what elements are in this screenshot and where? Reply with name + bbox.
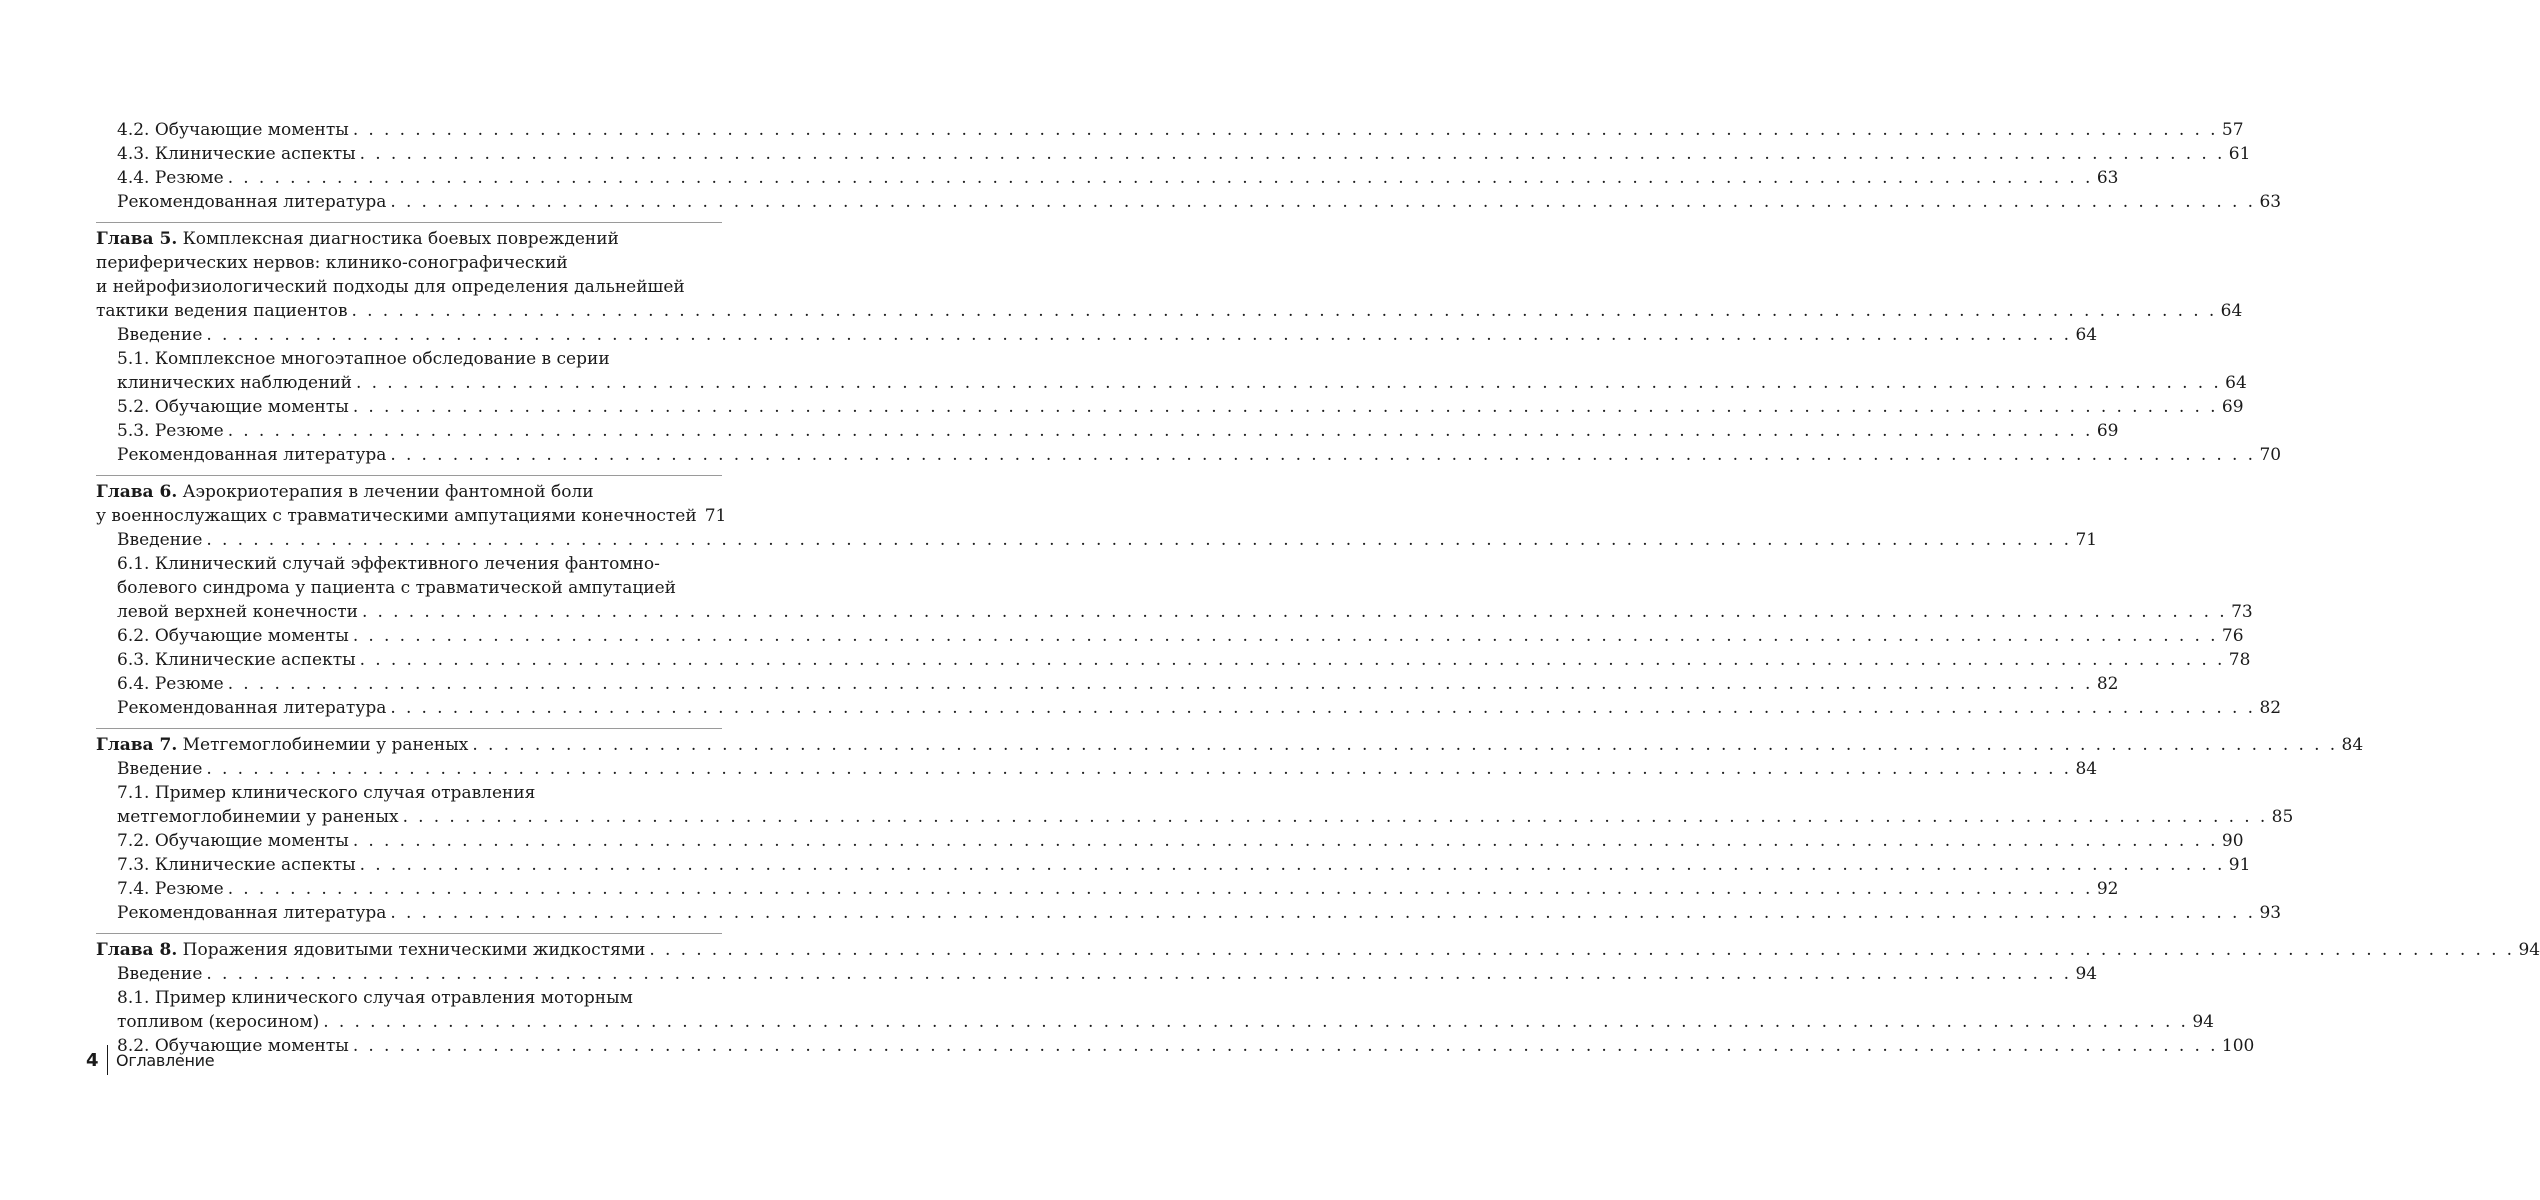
toc-entry — [117, 757, 2098, 781]
toc-page-number: 64 — [2075, 325, 2098, 345]
dot-leader: . . . . . . . . . . . . . . . . . . . . . . . . . . . . . . . . . . . . . . . . . . . . . . . . . . . . . . . . . . . . . . . . . . . . . . . . . . . . . . . . . . . . . . . . . . . . . . . . . . . . . . . . . . . . . . . . . . . . . . . . — [649, 940, 2515, 960]
toc-entry-title: тактики ведения пациентов — [96, 301, 348, 321]
toc-entry-title: левой верхней конечности — [117, 602, 358, 622]
dot-leader: . . . . . . . . . . . . . . . . . . . . . . . . . . . . . . . . . . . . . . . . . . . . . . . . . . . . . . . . . . . . . . . . . . . . . . . . . . . . . . . . . . . . . . . . . . . . . . . . . . . . . . . . . . . . . . . . . . . . . . . . — [206, 759, 2072, 779]
toc-entry — [117, 781, 2294, 829]
toc-page-number: 64 — [2220, 301, 2243, 321]
toc-entry-title: Введение — [117, 530, 203, 550]
toc-entry-title: 5.3. Резюме — [117, 421, 224, 441]
toc-chapter-group — [96, 728, 2364, 925]
toc-entry-title: топливом (керосином) — [117, 1012, 320, 1032]
toc-entry-last-line — [117, 757, 2098, 781]
toc-entry-last-line — [117, 624, 2244, 648]
toc-entry-line: болевого синдрома у пациента с травматической ампутацией — [117, 578, 676, 598]
chapter-label: Глава 5. — [96, 229, 178, 249]
dot-leader: . . . . . . . . . . . . . . . . . . . . . . . . . . . . . . . . . . . . . . . . . . . . . . . . . . . . . . . . . . . . . . . . . . . . . . . . . . . . . . . . . . . . . . . . . . . . . . . . . . . . . . . . . . . . . . . . . . . . . . . . — [227, 421, 2093, 441]
dot-leader: . . . . . . . . . . . . . . . . . . . . . . . . . . . . . . . . . . . . . . . . . . . . . . . . . . . . . . . . . . . . . . . . . . . . . . . . . . . . . . . . . . . . . . . . . . . . . . . . . . . . . . . . . . . . . . . . . . . . . . . . — [356, 373, 2222, 393]
chapter-label: Глава 7. — [96, 735, 178, 755]
toc-entry — [117, 190, 2282, 214]
toc-entry-title: метгемоглобинемии у раненых — [117, 807, 399, 827]
toc-entry — [117, 528, 2098, 552]
toc-page-number: 82 — [2096, 674, 2119, 694]
toc-entry-last-line — [117, 901, 2282, 925]
toc-entry — [117, 624, 2244, 648]
toc-entry — [117, 166, 2119, 190]
dot-leader: . . . . . . . . . . . . . . . . . . . . . . . . . . . . . . . . . . . . . . . . . . . . . . . . . . . . . . . . . . . . . . . . . . . . . . . . . . . . . . . . . . . . . . . . . . . . . . . . . . . . . . . . . . . . . . . . . . . . . . . . — [352, 626, 2218, 646]
chapter-title-text: Аэрокриотерапия в лечении фантомной боли — [177, 482, 594, 502]
toc-entry-line — [96, 227, 722, 251]
dot-leader: . . . . . . . . . . . . . . . . . . . . . . . . . . . . . . . . . . . . . . . . . . . . . . . . . . . . . . . . . . . . . . . . . . . . . . . . . . . . . . . . . . . . . . . . . . . . . . . . . . . . . . . . . . . . . . . . . . . . . . . . — [390, 192, 2256, 212]
toc-entry-title: 5.2. Обучающие моменты — [117, 397, 349, 417]
toc-entry-title: Рекомендованная литература — [117, 903, 387, 923]
toc-entry-last-line — [117, 371, 2247, 395]
toc-entry-title: Рекомендованная литература — [117, 698, 387, 718]
toc-chapter-group — [96, 222, 2282, 467]
running-title: Оглавление — [116, 1050, 215, 1070]
toc-chapter-entry — [96, 733, 2364, 757]
dot-leader: . . . . . . . . . . . . . . . . . . . . . . . . . . . . . . . . . . . . . . . . . . . . . . . . . . . . . . . . . . . . . . . . . . . . . . . . . . . . . . . . . . . . . . . . . . . . . . . . . . . . . . . . . . . . . . . . . . . . . . . . — [352, 831, 2218, 851]
chapter-label: Глава 6. — [96, 482, 178, 502]
dot-leader: . . . . . . . . . . . . . . . . . . . . . . . . . . . . . . . . . . . . . . . . . . . . . . . . . . . . . . . . . . . . . . . . . . . . . . . . . . . . . . . . . . . . . . . . . . . . . . . . . . . . . . . . . . . . . . . . . . . . . . . . — [352, 397, 2218, 417]
toc-page-number: 94 — [2075, 964, 2098, 984]
toc-entry-last-line — [117, 419, 2119, 443]
toc-entry-last-line — [117, 443, 2282, 467]
toc-page-number: 71 — [704, 506, 727, 526]
toc-entry-title: 6.4. Резюме — [117, 674, 224, 694]
footer-divider — [107, 1045, 109, 1075]
toc-entry — [117, 118, 2244, 142]
toc-entry-last-line — [117, 877, 2119, 901]
toc-entry-last-line — [96, 938, 2540, 962]
toc-entry — [117, 142, 2251, 166]
toc-entry-last-line — [96, 733, 2364, 757]
toc-entry-last-line — [117, 118, 2244, 142]
chapter-title-text: Поражения ядовитыми техническими жидкостями — [177, 940, 646, 960]
toc-chapter-entry — [96, 480, 727, 528]
dot-leader: . . . . . . . . . . . . . . . . . . . . . . . . . . . . . . . . . . . . . . . . . . . . . . . . . . . . . . . . . . . . . . . . . . . . . . . . . . . . . . . . . . . . . . . . . . . . . . . . . . . . . . . . . . . . . . . . . . . . . . . . — [227, 674, 2093, 694]
toc-entry-title: 7.3. Клинические аспекты — [117, 855, 356, 875]
table-of-contents — [96, 118, 2540, 1058]
toc-entry — [117, 901, 2282, 925]
dot-leader: . . . . . . . . . . . . . . . . . . . . . . . . . . . . . . . . . . . . . . . . . . . . . . . . . . . . . . . . . . . . . . . . . . . . . . . . . . . . . . . . . . . . . . . . . . . . . . . . . . . . . . . . . . . . . . . . . . . . . . . . — [351, 301, 2217, 321]
toc-entry-last-line — [96, 504, 727, 528]
toc-entry — [117, 829, 2244, 853]
toc-chapter-group — [96, 933, 2540, 1058]
dot-leader: . . . . . . . . . . . . . . . . . . . . . . . . . . . . . . . . . . . . . . . . . . . . . . . . . . . . . . . . . . . . . . . . . . . . . . . . . . . . . . . . . . . . . . . . . . . . . . . . . . . . . . . . . . . . . . . . . . . . . . . . — [227, 879, 2093, 899]
toc-page-number: 70 — [2259, 445, 2282, 465]
toc-page-number: 63 — [2096, 168, 2119, 188]
toc-entry-title: 7.4. Резюме — [117, 879, 224, 899]
toc-page-number: 82 — [2259, 698, 2282, 718]
dot-leader: . . . . . . . . . . . . . . . . . . . . . . . . . . . . . . . . . . . . . . . . . . . . . . . . . . . . . . . . . . . . . . . . . . . . . . . . . . . . . . . . . . . . . . . . . . . . . . . . . . . . . . . . . . . . . . . . . . . . . . . . — [390, 903, 2256, 923]
dot-leader: . . . . . . . . . . . . . . . . . . . . . . . . . . . . . . . . . . . . . . . . . . . . . . . . . . . . . . . . . . . . . . . . . . . . . . . . . . . . . . . . . . . . . . . . . . . . . . . . . . . . . . . . . . . . . . . . . . . . . . . . — [390, 698, 2256, 718]
toc-chapter-group — [96, 475, 2282, 720]
toc-entry-last-line — [117, 142, 2251, 166]
toc-entry — [117, 986, 2214, 1034]
toc-entry-line: 8.1. Пример клинического случая отравления моторным — [117, 988, 633, 1008]
toc-entry — [117, 648, 2251, 672]
toc-entry-last-line — [117, 672, 2119, 696]
toc-page-number: 91 — [2228, 855, 2251, 875]
toc-page-number: 94 — [2518, 940, 2540, 960]
toc-page-number: 69 — [2096, 421, 2119, 441]
toc-entry-title: 4.3. Клинические аспекты — [117, 144, 356, 164]
toc-page-number: 92 — [2096, 879, 2119, 899]
toc-entry-line — [96, 480, 722, 504]
dot-leader: . . . . . . . . . . . . . . . . . . . . . . . . . . . . . . . . . . . . . . . . . . . . . . . . . . . . . . . . . . . . . . . . . . . . . . . . . . . . . . . . . . . . . . . . . . . . . . . . . . . . . . . . . . . . . . . . . . . . . . . . — [359, 855, 2225, 875]
toc-entry-title: Введение — [117, 759, 203, 779]
dot-leader: . . . . . . . . . . . . . . . . . . . . . . . . . . . . . . . . . . . . . . . . . . . . . . . . . . . . . . . . . . . . . . . . . . . . . . . . . . . . . . . . . . . . . . . . . . . . . . . . . . . . . . . . . . . . . . . . . . . . . . . . — [227, 168, 2093, 188]
toc-entry-title: Рекомендованная литература — [117, 192, 387, 212]
page-footer — [86, 1046, 214, 1074]
toc-chapter-group — [96, 118, 2282, 214]
chapter-title-text: Метгемоглобинемии у раненых — [177, 735, 469, 755]
toc-entry — [117, 696, 2282, 720]
toc-entry — [117, 877, 2119, 901]
toc-entry — [117, 962, 2098, 986]
toc-entry-line: 5.1. Комплексное многоэтапное обследование в серии — [117, 349, 610, 369]
toc-entry — [117, 853, 2251, 877]
toc-page-number: 93 — [2259, 903, 2282, 923]
toc-page-number: 57 — [2221, 120, 2244, 140]
toc-page-number: 94 — [2192, 1012, 2214, 1032]
toc-entry-line: и нейрофизиологический подходы для определения дальнейшей — [96, 277, 685, 297]
toc-entry-title: Введение — [117, 325, 203, 345]
toc-page-number: 84 — [2075, 759, 2098, 779]
toc-entry-last-line — [117, 190, 2282, 214]
toc-entry-last-line — [117, 528, 2098, 552]
toc-page-number: 63 — [2259, 192, 2282, 212]
dot-leader: . . . . . . . . . . . . . . . . . . . . . . . . . . . . . . . . . . . . . . . . . . . . . . . . . . . . . . . . . . . . . . . . . . . . . . . . . . . . . . . . . . . . . . . . . . . . . . . . . . . . . . . . . . . . . . . . . . . . . . . . — [206, 530, 2072, 550]
toc-entry — [117, 395, 2244, 419]
toc-entry-last-line — [117, 829, 2244, 853]
toc-entry-last-line — [117, 1010, 2214, 1034]
toc-page-number: 85 — [2271, 807, 2294, 827]
toc-page-number: 100 — [2221, 1036, 2255, 1056]
dot-leader: . . . . . . . . . . . . . . . . . . . . . . . . . . . . . . . . . . . . . . . . . . . . . . . . . . . . . . . . . . . . . . . . . . . . . . . . . . . . . . . . . . . . . . . . . . . . . . . . . . . . . . . . . . . . . . . . . . . . . . . . — [361, 602, 2228, 622]
toc-entry — [117, 347, 2247, 395]
toc-page-number: 90 — [2221, 831, 2244, 851]
toc-entry-title: 6.3. Клинические аспекты — [117, 650, 356, 670]
toc-entry-title: 4.4. Резюме — [117, 168, 224, 188]
dot-leader: . . . . . . . . . . . . . . . . . . . . . . . . . . . . . . . . . . . . . . . . . . . . . . . . . . . . . . . . . . . . . . . . . . . . . . . . . . . . . . . . . . . . . . . . . . . . . . . . . . . . . . . . . . . . . . . . . . . . . . . . — [359, 144, 2225, 164]
toc-page-number: 73 — [2231, 602, 2253, 622]
dot-leader: . . . . . . . . . . . . . . . . . . . . . . . . . . . . . . . . . . . . . . . . . . . . . . . . . . . . . . . . . . . . . . . . . . . . . . . . . . . . . . . . . . . . . . . . . . . . . . . . . . . . . . . . . . . . . . . . . . . . . . . . — [359, 650, 2225, 670]
toc-entry — [117, 323, 2098, 347]
toc-entry-title: 8.2. Обучающие моменты — [117, 1036, 349, 1056]
toc-page-number: 84 — [2341, 735, 2364, 755]
toc-entry-last-line — [117, 805, 2294, 829]
toc-entry-line: 6.1. Клинический случай эффективного лечения фантомно- — [117, 554, 660, 574]
toc-entry-title — [96, 733, 468, 757]
dot-leader: . . . . . . . . . . . . . . . . . . . . . . . . . . . . . . . . . . . . . . . . . . . . . . . . . . . . . . . . . . . . . . . . . . . . . . . . . . . . . . . . . . . . . . . . . . . . . . . . . . . . . . . . . . . . . . . . . . . . . . . . — [206, 964, 2072, 984]
toc-entry-line: периферических нервов: клинико-сонографический — [96, 253, 568, 273]
toc-entry-title: у военнослужащих с травматическими ампутациями конечностей — [96, 506, 697, 526]
toc-entry-last-line — [96, 299, 2243, 323]
toc-entry — [117, 443, 2282, 467]
toc-chapter-entry — [96, 227, 2243, 323]
toc-entry-line: 7.1. Пример клинического случая отравления — [117, 783, 536, 803]
toc-entry — [117, 552, 2253, 624]
page-number: 4 — [86, 1049, 99, 1071]
dot-leader: . . . . . . . . . . . . . . . . . . . . . . . . . . . . . . . . . . . . . . . . . . . . . . . . . . . . . . . . . . . . . . . . . . . . . . . . . . . . . . . . . . . . . . . . . . . . . . . . . . . . . . . . . . . . . . . . . . . . . . . . — [206, 325, 2072, 345]
dot-leader: . . . . . . . . . . . . . . . . . . . . . . . . . . . . . . . . . . . . . . . . . . . . . . . . . . . . . . . . . . . . . . . . . . . . . . . . . . . . . . . . . . . . . . . . . . . . . . . . . . . . . . . . . . . . . . . . . . . . . . . . — [390, 445, 2256, 465]
toc-entry-title: Рекомендованная литература — [117, 445, 387, 465]
toc-entry — [117, 672, 2119, 696]
toc-page-number: 64 — [2225, 373, 2247, 393]
toc-entry-title: Введение — [117, 964, 203, 984]
toc-entry-last-line — [117, 166, 2119, 190]
toc-entry-last-line — [117, 853, 2251, 877]
toc-page-number: 61 — [2228, 144, 2251, 164]
toc-page-number: 78 — [2228, 650, 2251, 670]
toc-page-number: 76 — [2221, 626, 2244, 646]
chapter-title-text: Комплексная диагностика боевых повреждений — [177, 229, 619, 249]
toc-entry-last-line — [117, 600, 2253, 624]
toc-entry-title: 7.2. Обучающие моменты — [117, 831, 349, 851]
toc-entry-last-line — [117, 696, 2282, 720]
toc-entry-last-line — [117, 323, 2098, 347]
dot-leader: . . . . . . . . . . . . . . . . . . . . . . . . . . . . . . . . . . . . . . . . . . . . . . . . . . . . . . . . . . . . . . . . . . . . . . . . . . . . . . . . . . . . . . . . . . . . . . . . . . . . . . . . . . . . . . . . . . . . . . . . — [352, 120, 2218, 140]
toc-page-number: 71 — [2075, 530, 2098, 550]
toc-entry — [117, 419, 2119, 443]
toc-entry-title: 6.2. Обучающие моменты — [117, 626, 349, 646]
toc-entry-last-line — [117, 648, 2251, 672]
dot-leader: . . . . . . . . . . . . . . . . . . . . . . . . . . . . . . . . . . . . . . . . . . . . . . . . . . . . . . . . . . . . . . . . . . . . . . . . . . . . . . . . . . . . . . . . . . . . . . . . . . . . . . . . . . . . . . . . . . . . . . . . — [323, 1012, 2189, 1032]
dot-leader: . . . . . . . . . . . . . . . . . . . . . . . . . . . . . . . . . . . . . . . . . . . . . . . . . . . . . . . . . . . . . . . . . . . . . . . . . . . . . . . . . . . . . . . . . . . . . . . . . . . . . . . . . . . . . . . . . . . . . . . . — [472, 735, 2338, 755]
toc-entry-last-line — [117, 962, 2098, 986]
toc-entry-title — [96, 938, 645, 962]
toc-entry-last-line — [117, 395, 2244, 419]
toc-page-number: 69 — [2221, 397, 2244, 417]
dot-leader: . . . . . . . . . . . . . . . . . . . . . . . . . . . . . . . . . . . . . . . . . . . . . . . . . . . . . . . . . . . . . . . . . . . . . . . . . . . . . . . . . . . . . . . . . . . . . . . . . . . . . . . . . . . . . . . . . . . . . . . . — [402, 807, 2268, 827]
chapter-label: Глава 8. — [96, 940, 178, 960]
dot-leader: . . . . . . . . . . . . . . . . . . . . . . . . . . . . . . . . . . . . . . . . . . . . . . . . . . . . . . . . . . . . . . . . . . . . . . . . . . . . . . . . . . . . . . . . . . . . . . . . . . . . . . . . . . . . . . . . . . . . . . . . — [352, 1036, 2218, 1056]
toc-entry-title: клинических наблюдений — [117, 373, 353, 393]
toc-chapter-entry — [96, 938, 2540, 962]
toc-entry-title: 4.2. Обучающие моменты — [117, 120, 349, 140]
